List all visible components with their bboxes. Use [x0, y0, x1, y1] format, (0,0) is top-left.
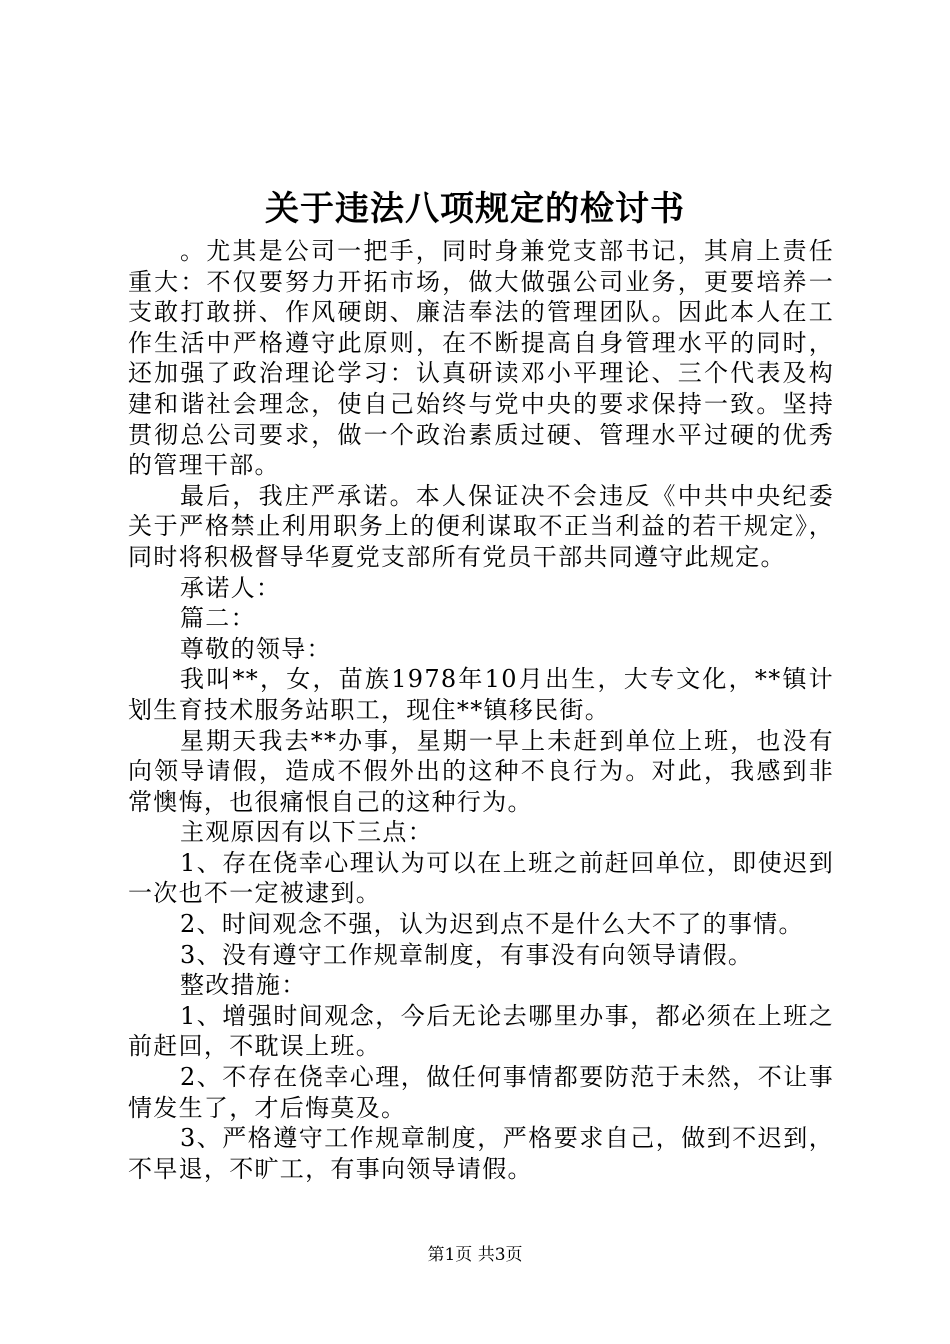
- paragraph: 。尤其是公司一把手，同时身兼党支部书记，其肩上责任重大：不仅要努力开拓市场，做大做强公司业务，更要培养一支敢打敢拼、作风硬朗、廉洁奉法的管理团队。因此本人在工作生活中严格遵守此原则，在不断提高自身管理水平的同时，还加强了政治理论学习：认真研读邓小平理论、三个代表及构建和谐社会理念，使自己始终与党中央的要求保持一致。坚持贯彻总公司要求，做一个政治素质过硬、管理水平过硬的优秀的管理干部。: [128, 237, 834, 480]
- paragraph: 1、增强时间观念，今后无论去哪里办事，都必须在上班之前赶回，不耽误上班。: [128, 1001, 834, 1061]
- paragraph: 承诺人：: [180, 573, 282, 602]
- page-footer: 第1页 共3页: [427, 1245, 523, 1265]
- paragraph: 主观原因有以下三点：: [180, 818, 433, 847]
- paragraph: 整改措施：: [180, 971, 307, 1000]
- paragraph: 3、没有遵守工作规章制度，有事没有向领导请假。: [180, 940, 754, 969]
- paragraph: 2、不存在侥幸心理，做任何事情都要防范于未然，不让事情发生了，才后悔莫及。: [128, 1063, 834, 1122]
- document-body: [128, 236, 834, 1184]
- paragraph: 2、时间观念不强，认为迟到点不是什么大不了的事情。: [180, 910, 804, 939]
- document-title: 关于违法八项规定的检讨书: [265, 189, 685, 229]
- paragraph: 我叫**，女，苗族1978年10月出生，大专文化，**镇计划生育技术服务站职工，现住**镇移民街。: [128, 665, 834, 724]
- paragraph: 1、存在侥幸心理认为可以在上班之前赶回单位，即使迟到一次也不一定被逮到。: [128, 848, 834, 908]
- paragraph: 篇二：: [180, 604, 256, 633]
- paragraph: 尊敬的领导：: [180, 634, 332, 663]
- paragraph: 星期天我去**办事，星期一早上未赶到单位上班，也没有向领导请假，造成不假外出的这种不良行为。对此，我感到非常懊悔，也很痛恨自己的这种行为。: [128, 726, 834, 816]
- paragraph: 最后，我庄严承诺。本人保证决不会违反《中共中央纪委关于严格禁止利用职务上的便利谋取不正当利益的若干规定》，同时将积极督导华夏党支部所有党员干部共同遵守此规定。: [128, 481, 834, 571]
- paragraph: 3、严格遵守工作规章制度，严格要求自己，做到不迟到，不早退，不旷工，有事向领导请假。: [128, 1124, 834, 1183]
